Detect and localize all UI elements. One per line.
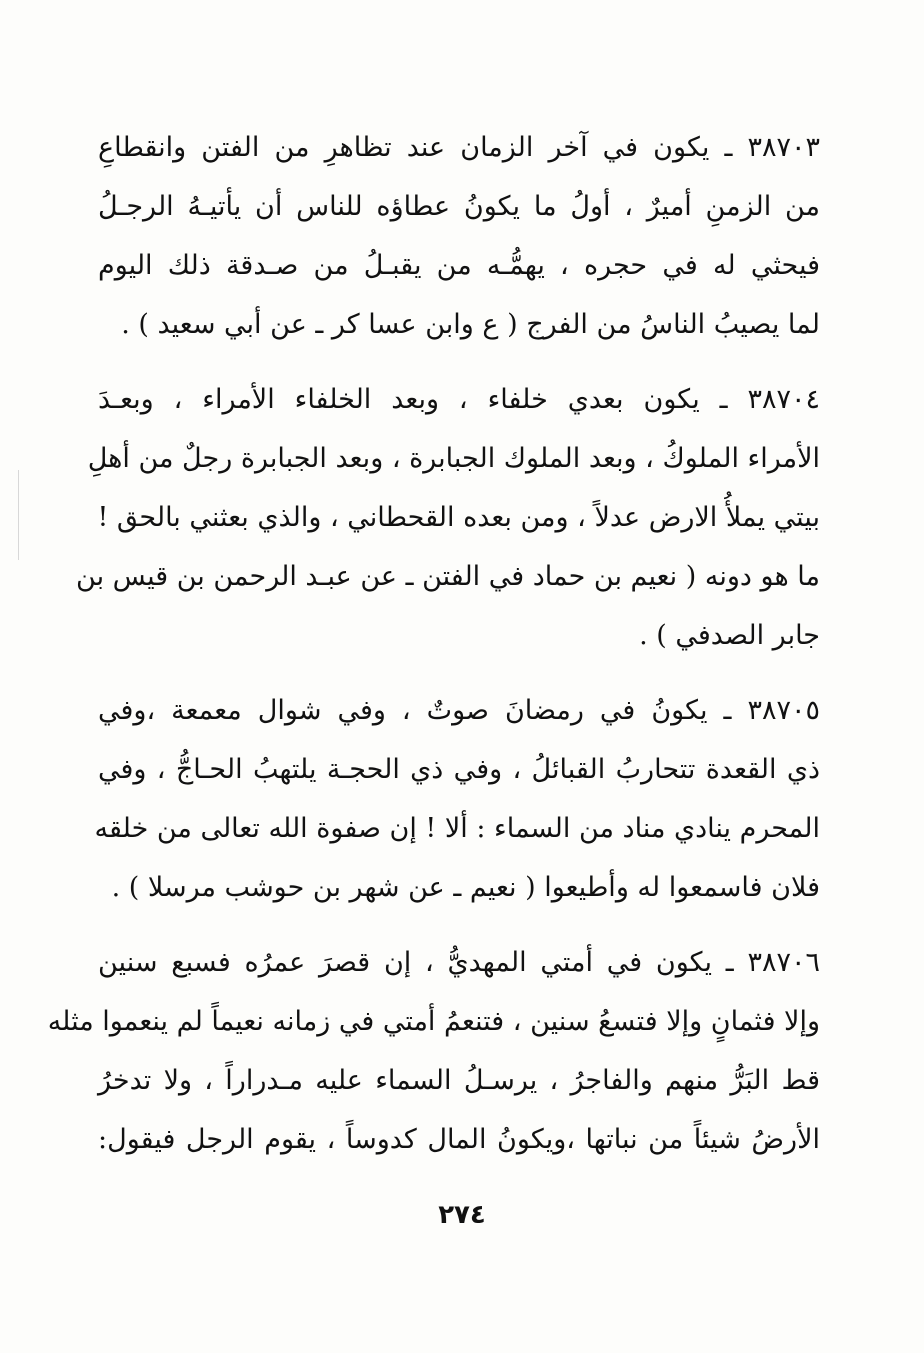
text-line: ذي القعدة تتحاربُ القبائلُ ، وفي ذي الحجـة يلتهبُ الحـاجُّ ، وفي (98, 754, 820, 785)
text-line: الأمراء الملوكُ ، وبعد الملوك الجبابرة ، وبعد الجبابرة رجلٌ من أهلِ (87, 443, 820, 474)
hadith-38703 (98, 118, 820, 354)
text-line: وإلا فثمانٍ وإلا فتسعُ سنين ، فتنعمُ أمتي في زمانه نعيماً لم ينعموا مثله (47, 1006, 820, 1037)
page-number: ٢٧٤ (438, 1200, 486, 1230)
text-line: المحرم ينادي مناد من السماء : ألا ! إن صفوة الله تعالى من خلقه (94, 813, 820, 844)
text-line: من الزمنِ أميرٌ ، أولُ ما يكونُ عطاؤه للناس أن يأتيـهُ الرجـلُ (98, 191, 820, 222)
text-line: ٣٨٧٠٣ ـ يكون في آخر الزمان عند تظاهرِ من الفتن وانقطاعِ (98, 132, 820, 163)
text-line: ما هو دونه ( نعيم بن حماد في الفتن ـ عن عبـد الرحمن بن قيس بن (76, 561, 820, 592)
text-line: ٣٨٧٠٦ ـ يكون في أمتي المهديُّ ، إن قصرَ عمرُه فسبع سنين (98, 947, 820, 978)
page-body (47, 118, 820, 1169)
text-line: الأرضُ شيئاً من نباتها ،ويكونُ المال كدوساً ، يقوم الرجل فيقول: (98, 1124, 820, 1155)
text-line: ٣٨٧٠٥ ـ يكونُ في رمضانَ صوتٌ ، وفي شوال معمعة ،وفي (98, 695, 820, 726)
hadith-38704 (76, 370, 820, 665)
text-line: جابر الصدفي ) . (639, 620, 820, 651)
text-line: فيحثي له في حجره ، يهمُّـه من يقبـلُ من صـدقة ذلك اليوم (98, 250, 820, 281)
text-line: فلان فاسمعوا له وأطيعوا ( نعيم ـ عن شهر بن حوشب مرسلا ) . (111, 872, 820, 903)
hadith-38705 (94, 681, 820, 917)
scan-edge-mark (18, 470, 19, 560)
text-line: ٣٨٧٠٤ ـ يكون بعدي خلفاء ، وبعد الخلفاء الأمراء ، وبعـدَ (98, 384, 820, 415)
text-line: بيتي يملأُ الارض عدلاً ، ومن بعده القحطاني ، والذي بعثني بالحق ! (97, 502, 820, 533)
hadith-38706 (47, 933, 820, 1169)
text-line: لما يصيبُ الناسُ من الفرج ( ع وابن عسا كر ـ عن أبي سعيد ) . (121, 309, 820, 340)
text-line: قط البَرُّ منهم والفاجرُ ، يرسـلُ السماء عليه مـدراراً ، ولا تدخرُ (98, 1065, 820, 1096)
